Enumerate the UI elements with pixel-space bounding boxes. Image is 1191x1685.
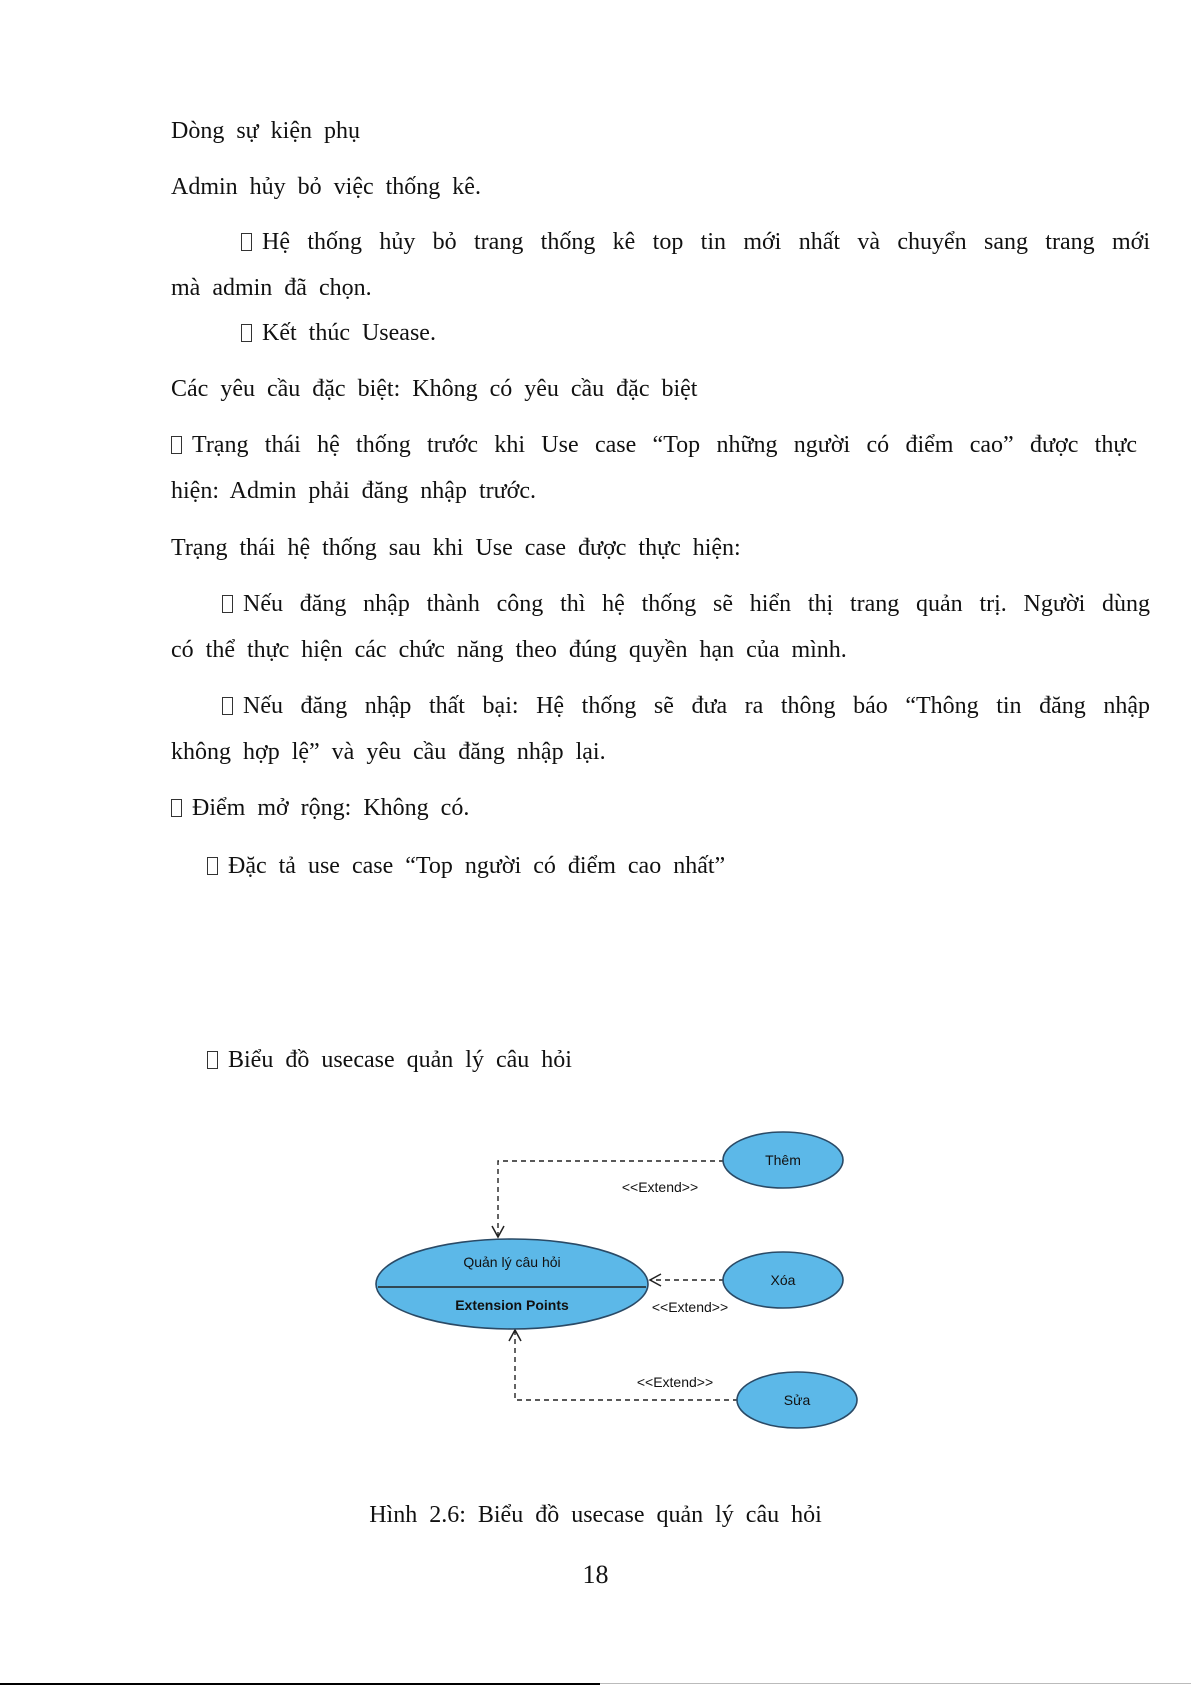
usecase-quan-ly-cau-hoi xyxy=(376,1239,648,1329)
text-line: có thể thực hiện các chức năng theo đúng quyền hạn của mình. xyxy=(171,637,847,663)
text-line: Trạng thái hệ thống sau khi Use case được thực hiện: xyxy=(171,535,741,561)
text-line: Biểu đồ usecase quản lý câu hỏi xyxy=(228,1047,572,1073)
figure-caption: Hình 2.6: Biểu đồ usecase quản lý câu hỏi xyxy=(369,1502,822,1528)
text-line: Trạng thái hệ thống trước khi Use case “Top những người có điểm cao” được thực xyxy=(192,432,1137,458)
text-line: Điểm mở rộng: Không có. xyxy=(192,795,470,821)
extend-connector-them xyxy=(498,1161,724,1237)
footer-rule-light xyxy=(600,1683,1191,1684)
text-line: Kết thúc Usease. xyxy=(262,320,436,346)
text-line: Đặc tả use case “Top người có điểm cao nhất” xyxy=(228,853,726,879)
text-line: Admin hủy bỏ việc thống kê. xyxy=(171,174,481,200)
usecase-sua xyxy=(737,1372,857,1428)
text-line: Dòng sự kiện phụ xyxy=(171,118,360,144)
text-line: hiện: Admin phải đăng nhập trước. xyxy=(171,478,536,504)
text-line: Các yêu cầu đặc biệt: Không có yêu cầu đặc biệt xyxy=(171,376,698,402)
page-number: 18 xyxy=(582,1560,609,1589)
text-line: Nếu đăng nhập thất bại: Hệ thống sẽ đưa ra thông báo “Thông tin đăng nhập xyxy=(243,693,1150,719)
usecase-main-ellipse xyxy=(376,1239,648,1329)
extend-label-xoa: <<Extend>> xyxy=(651,1299,729,1315)
usecase-xoa xyxy=(723,1252,843,1308)
extension-points-label: Extension Points xyxy=(455,1297,569,1313)
usecase-them-label: Thêm xyxy=(765,1152,801,1168)
usecase-xoa-label: Xóa xyxy=(770,1272,796,1288)
extend-label-them: <<Extend>> xyxy=(621,1179,699,1195)
extend-label-sua: <<Extend>> xyxy=(636,1374,714,1390)
usecase-sua-label: Sửa xyxy=(783,1392,811,1408)
text-line: không hợp lệ” và yêu cầu đăng nhập lại. xyxy=(171,739,606,765)
usecase-main-label: Quản lý câu hỏi xyxy=(463,1254,561,1270)
text-line: mà admin đã chọn. xyxy=(171,275,372,301)
text-line: Hệ thống hủy bỏ trang thống kê top tin mới nhất và chuyển sang trang mới xyxy=(262,229,1150,255)
usecase-them xyxy=(723,1132,843,1188)
text-line: Nếu đăng nhập thành công thì hệ thống sẽ hiển thị trang quản trị. Người dùng xyxy=(243,591,1150,617)
